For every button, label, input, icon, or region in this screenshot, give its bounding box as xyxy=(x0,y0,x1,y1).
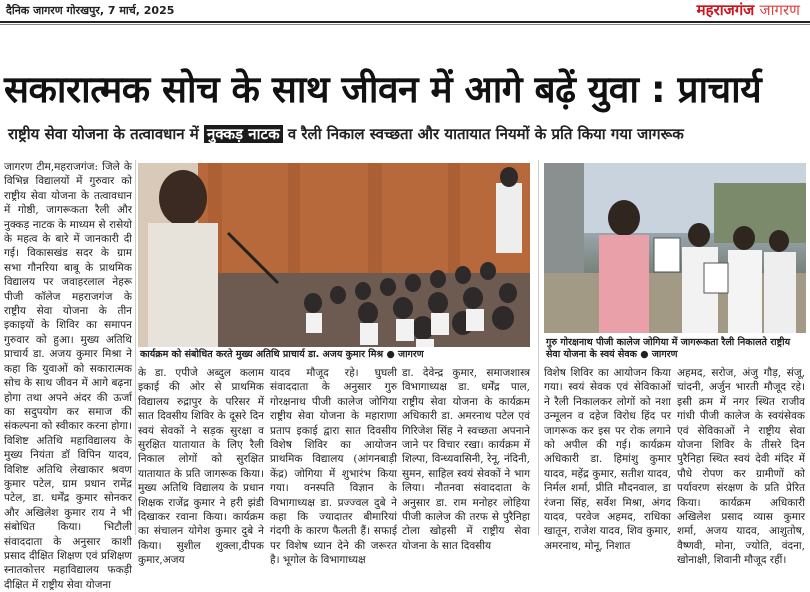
rally-photo xyxy=(544,163,806,333)
rally-photo-illustration xyxy=(544,163,806,333)
seminar-photo-caption: कार्यक्रम को संबोधित करते मुख्य अतिथि प्राचार्य डा. अजय कुमार मिश्र ● जागरण xyxy=(140,349,424,360)
edition-name: महराजगंज xyxy=(696,1,755,19)
article-headline: सकारात्मक सोच के साथ जीवन में आगे बढ़ें युवा : प्राचार्य xyxy=(4,68,762,111)
subhead-post: व रैली निकाल स्वच्छता और यातायात नियमों के प्रति किया गया जागरूक xyxy=(287,125,684,143)
brand-name: जागरण xyxy=(759,1,800,19)
masthead-rule xyxy=(0,21,810,23)
masthead-dateline: दैनिक जागरण गोरखपुर, 7 मार्च, 2025 xyxy=(6,4,175,17)
edition-banner xyxy=(697,0,800,20)
column-divider xyxy=(135,160,136,535)
column-4-text: डा. देवेन्द्र कुमार, समाजशास्त्र विभागाध्यक्ष डा. धर्मेंद्र पाल, राष्ट्रीय सेवा योजना के कार्यक्रम अधिकारी डा. अमरनाथ पटेल एवं गिरिजेश सिंह ने स्वच्छता अपनाने जाने पर विचार रखा। कार्यक्रम में शिल्पा, विन्ध्यवासिनी, रेनू, नंदिनी, सुमन, साहिल स्वयं सेवकों ने भाग लिया। नौतनवा संवाददाता के अनुसार डा. राम मनोहर लोहिया पीजी कालेज की तरफ से पुरैनिहा टोला खोहसी में राष्ट्रीय सेवा योजना के सात दिवसीय xyxy=(402,367,530,552)
seminar-photo-illustration xyxy=(138,163,530,347)
article-subheadline xyxy=(8,124,808,144)
column-2-text: के डा. एपीजे अब्दुल कलाम इकाई की ओर से प्राथमिक विद्यालय रुद्रापुर के परिसर में सात दिवसीय शिविर के दूसरे दिन स्वयं सेवकों ने सड़क सुरक्षा व सुरक्षित यातायात के लिए रैली निकाल लोगों को सुरक्षित यातायात के प्रति जागरूक किया। मुख्य अतिथि विद्यालय के प्रधान शिक्षक राजेंद्र कुमार ने हरी झंडी दिखाकर रवाना किया। कार्यक्रम का संचालन योगेश कुमार दुबे ने किया। सुशील शुक्ला,दीपक कुमार,अजय xyxy=(138,367,264,567)
column-divider xyxy=(538,160,539,535)
masthead-rule-thin xyxy=(0,24,810,25)
column-5-text: विशेष शिविर का आयोजन किया गया। स्वयं सेवक एवं सेविकाओं ने रैली निकालकर लोगों को नशा उन्मूलन व दहेज विरोध हिंद पर जागरूक कर इस पर रोक लगाने को अपील की गई। कार्यक्रम अधिकारी डा. हिमांशु कुमार यादव, महेंद्र कुमार, सतीश यादव, निर्मल शर्मा, प्रीति मौदनवाल, डा रंजना सिंह, सर्वेश मिश्रा, अंगद यादव, परवेज अहमद, राधिका खातून, राजेश यादव, शिव कुमार, अमरनाथ, मोनू, निशात xyxy=(544,367,671,552)
subhead-pre: राष्ट्रीय सेवा योजना के तत्वावधान में xyxy=(8,125,199,143)
article-column-2 xyxy=(138,366,264,567)
article-column-3 xyxy=(270,366,397,567)
article-column-5 xyxy=(544,366,671,552)
seminar-photo xyxy=(138,163,530,347)
article-column-6 xyxy=(677,366,805,567)
column-3-text: यादव मौजूद रहे। घुघली संवाददाता के अनुसार गुरु गोरक्षनाथ पीजी कालेज जोगिया राष्ट्रीय सेवा योजना के महाराणा प्रताप इकाई द्वारा सात दिवसीय विशेष शिविर का आयोजन प्राथमिक विद्यालय (आंगनबाड़ी केंद्र) जोगिया में शुभारंभ किया गया। वनस्पति विज्ञान के विभागाध्यक्ष डा. प्रज्ज्वल दुबे ने कहा कि ज्यादातर बीमारियां गंदगी के कारण फैलती हैं। सफाई पर विशेष ध्यान देने की जरूरत है। भूगोल के विभागाध्यक्ष xyxy=(270,367,397,567)
column-1-text: जागरण टीम,महराजगंज: जिले के विभिन्न विद्यालयों में गुरुवार को राष्ट्रीय सेवा योजना के तत्वावधान में गोष्ठी, जागरूकता रैली और नुक्कड़ नाटक के माध्यम से रासेयो के महत्व के बारे में जानकारी दी गई। विकासखंड सदर के ग्राम सभा गौनरिया बाबू के प्राथमिक विद्यालय पर जवाहरलाल नेहरू पीजी कॉलेज महराजगंज के राष्ट्रीय सेवा योजना के तीन इकाइयों के शिविर का समापन गुरुवार को हुआ। मुख्य अतिथि प्राचार्य डा. अजय कुमार मिश्रा ने कहा कि युवाओं को सकारात्मक सोच के साथ जीवन में आगे बढ़ना होगा तथा अपने अंदर की ऊर्जा का सदुपयोग कर समाज की संकल्पना को स्वीकार करना होगा। विशिष्ट अतिथि महाविद्यालय के मुख्य नियंता डॉ विपिन यादव, विशिष्ट अतिथि लेखाकार श्रवण कुमार पटेल, ग्राम प्रधान रामेंद्र पटेल, डा. धर्मेंद्र कुमार सोनकर और अखिलेश कुमार राय ने भी संबोधित किया। भिटौली संवाददाता के अनुसार काशी प्रसाद दीक्षित शिक्षण एवं प्रशिक्षण स्नातकोत्तर महाविद्यालय फकड़ी दीक्षित में राष्ट्रीय सेवा योजना xyxy=(4,161,132,591)
article-column-4 xyxy=(402,366,530,552)
rally-photo-caption: गुरु गोरक्षनाथ पीजी कालेज जोगिया में जागरूकता रैली निकालते राष्ट्रीय सेवा योजना के स्वयं सेवक ● जागरण xyxy=(546,337,791,360)
subhead-highlight: नुक्कड़ नाटक xyxy=(204,125,283,143)
article-column-1 xyxy=(4,160,132,591)
column-6-text: अहमद, सरोज, अंजु गौड़, संजू, चांदनी, अर्जुन भारती मौजूद रहे। इसी क्रम में नगर स्थित राजीव गांधी पीजी कालेज के स्वयंसेवक एवं सेविकाओं ने राष्ट्रीय सेवा योजना शिविर के तीसरे दिन पुरैनिहा स्थित स्वयं देवी मंदिर में पौधे रोपण कर ग्रामीणों को पर्यावरण संरक्षण के प्रति प्रेरित किया। कार्यक्रम अधिकारी अखिलेश प्रसाद व्यास कुमार शर्मा, अजय यादव, आशुतोष, वैष्णवी, मोना, ज्योति, वंदना, खोनाक्षी, शिवानी मौजूद रहीं। xyxy=(677,367,805,567)
